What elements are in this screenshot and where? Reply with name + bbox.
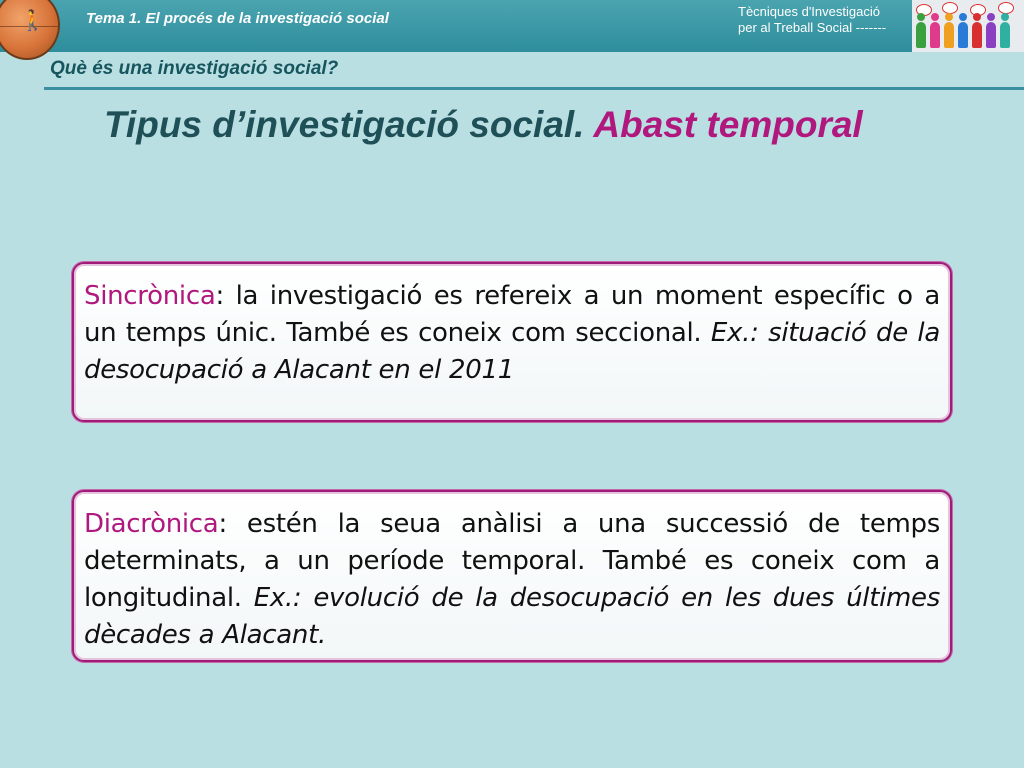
card-term: Sincrònica — [84, 281, 216, 311]
card-text — [74, 492, 950, 654]
title-main: Tipus d’investigació social. — [104, 104, 594, 145]
people-group-illustration — [912, 0, 1024, 52]
slide-title — [104, 104, 863, 146]
header-bar — [0, 0, 1024, 52]
person-icon — [930, 22, 940, 48]
card-term: Diacrònica — [84, 509, 219, 539]
person-icon — [986, 22, 996, 48]
topic-label: Tema 1. El procés de la investigació social — [86, 10, 389, 27]
card-example: Ex.: situació de la desocupació a Alacant en el 2011 — [84, 318, 940, 385]
person-icon — [944, 22, 954, 48]
person-icon — [916, 22, 926, 48]
logo — [0, 0, 60, 60]
walking-person-icon: 🚶 — [20, 10, 45, 32]
definition-card-synchronic — [72, 262, 952, 422]
divider — [44, 87, 1024, 90]
course-line-1: Tècniques d'Investigació — [738, 4, 880, 19]
card-description: : estén la seua anàlisi a una successió de temps determinats, a un període temporal. També es coneix com a longitudinal. — [84, 509, 940, 613]
section-subtitle: Què és una investigació social? — [50, 58, 339, 79]
definition-card-diachronic — [72, 490, 952, 662]
course-line-2: per al Treball Social ------- — [738, 20, 887, 35]
person-icon — [1000, 22, 1010, 48]
person-icon — [972, 22, 982, 48]
card-description: : la investigació es refereix a un moment específic o a un temps únic. També es coneix com seccional. — [84, 281, 940, 348]
course-label — [738, 4, 904, 36]
card-text — [74, 264, 950, 389]
person-icon — [958, 22, 968, 48]
title-accent: Abast temporal — [593, 104, 863, 145]
card-example: Ex.: evolució de la desocupació en les dues últimes dècades a Alacant. — [84, 583, 941, 650]
